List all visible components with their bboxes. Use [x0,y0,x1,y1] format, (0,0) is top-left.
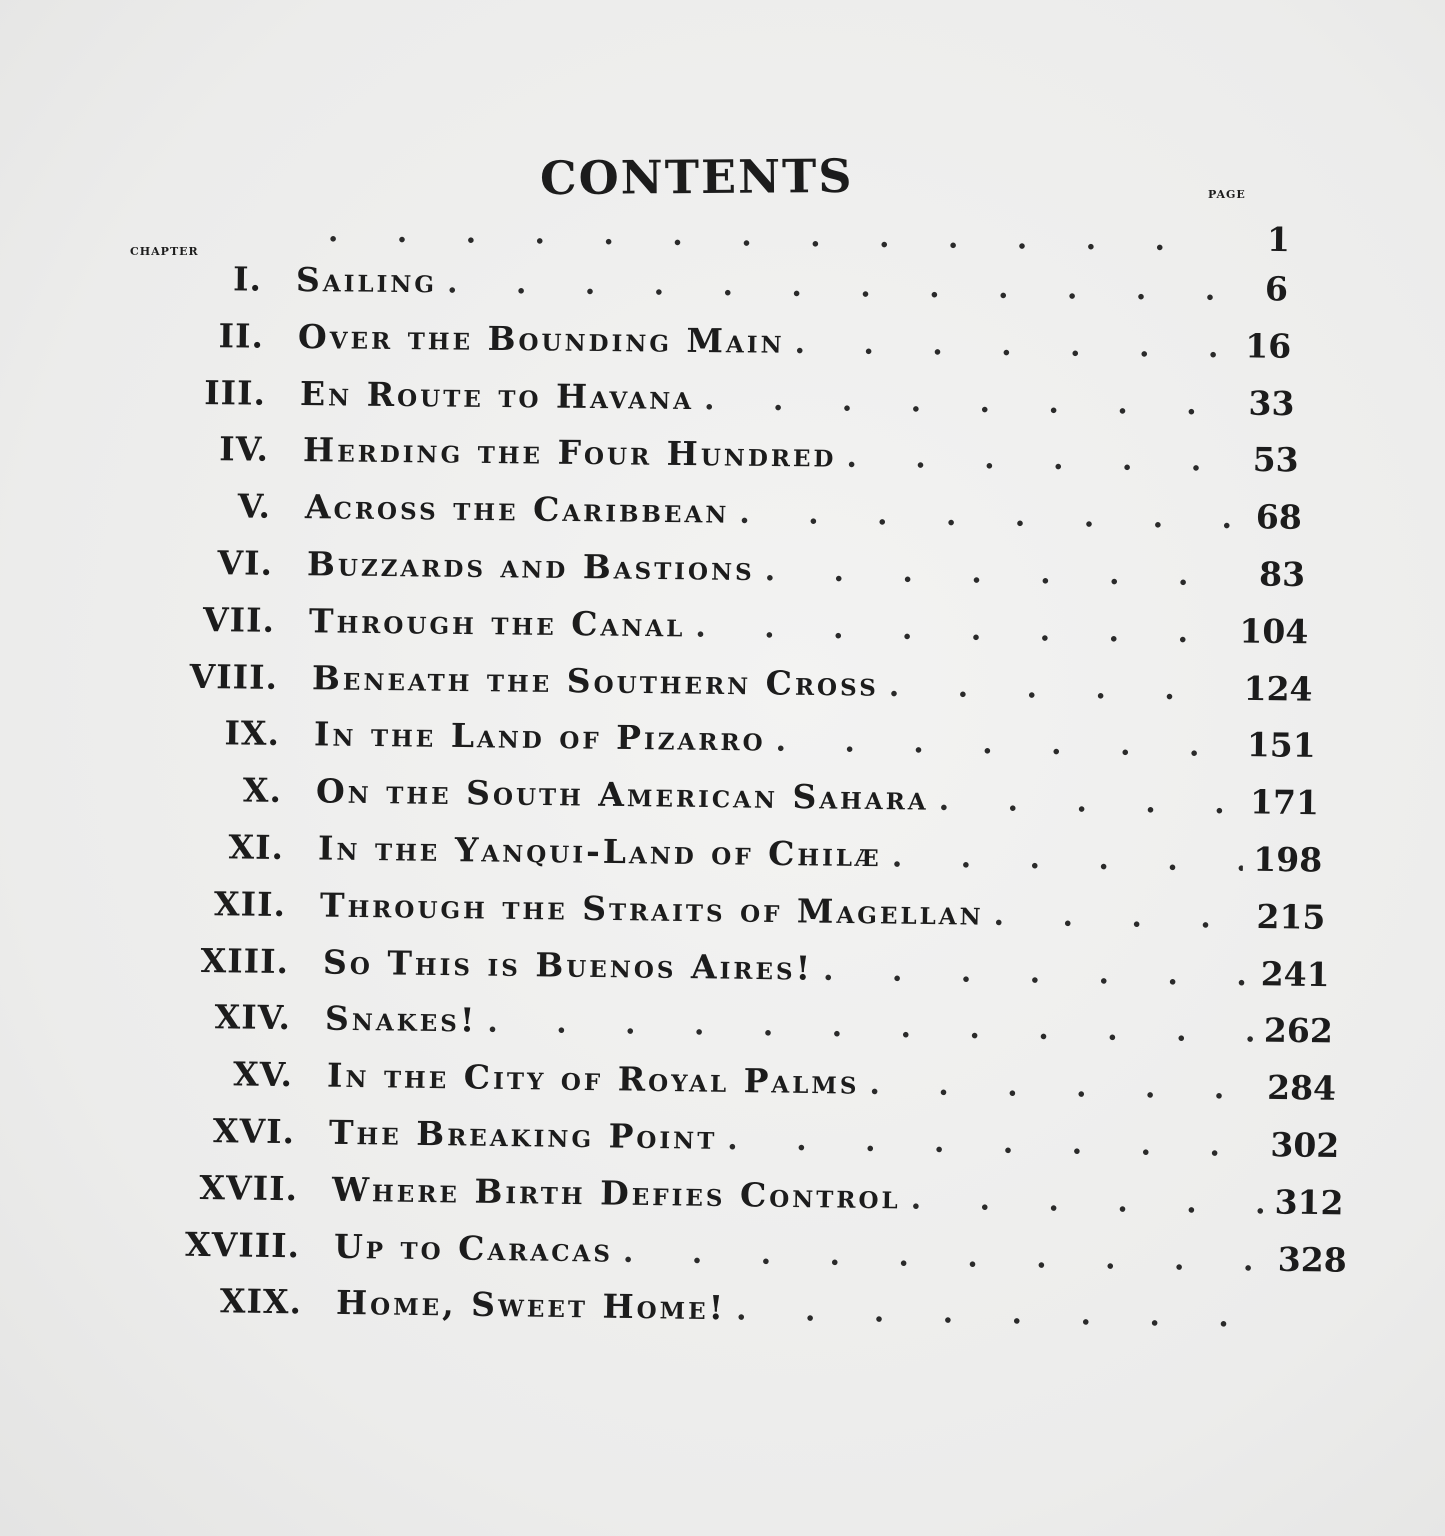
chapter-number: XI. [228,827,285,868]
toc-row [132,1280,1351,1343]
chapter-page-number: 104 [1239,611,1309,652]
chapter-number: V. [237,486,272,526]
toc-row [114,826,1323,887]
chapter-number: VIII. [188,656,278,697]
dot-leader [823,952,1251,992]
toc-row [129,1224,1346,1287]
chapter-page-number: 124 [1242,668,1313,709]
toc-row [125,1110,1340,1172]
chapter-number: XIII. [200,940,289,981]
chapter-page-number: 33 [1248,383,1296,423]
toc-row [112,769,1319,829]
chapter-title: Up to Caracas [333,1226,614,1270]
toc-row [101,485,1302,544]
chapter-page-number: 6 [1264,269,1289,309]
toc-row [92,258,1288,315]
chapter-number: X. [242,770,283,811]
chapter-number: XIV. [214,997,292,1038]
chapter-title: Buzzards and Bastions [306,544,756,589]
dot-leader [775,724,1237,764]
chapter-title: Sailing [295,259,438,301]
chapter-number: VII. [203,599,276,640]
chapter-number: XVI. [212,1111,296,1152]
chapter-page-number: 198 [1253,839,1323,880]
front-page-number: 1 [1266,219,1291,260]
chapter-page-number: 302 [1270,1125,1340,1166]
chapter-title: In the City of Royal Palms [326,1055,860,1102]
toc-row [98,428,1298,486]
toc-row [103,542,1306,601]
chapter-page-number: 262 [1263,1010,1333,1051]
dot-leader [910,1181,1264,1221]
chapter-page-number: 171 [1249,782,1320,823]
chapter-column-label: CHAPTER [130,245,199,258]
chapter-page-number: 53 [1252,440,1299,480]
chapter-number: XVIII. [184,1224,301,1265]
chapter-page-number: 83 [1259,554,1306,594]
dot-leader [888,668,1233,707]
chapter-page-number: 328 [1277,1239,1347,1280]
chapter-title: The Breaking Point [329,1112,718,1157]
toc-row [118,940,1329,1001]
dot-leader [869,1067,1257,1107]
chapter-title: Beneath the Southern Cross [311,657,879,704]
dot-leader [487,1005,1254,1050]
chapter-page-number [1290,1328,1350,1329]
dot-leader [447,265,1218,307]
chapter-page-number: 241 [1260,953,1330,994]
chapter-number: I. [232,259,263,299]
dot-leader [765,553,1236,593]
toc-row [116,883,1326,944]
page-column-label: PAGE [1208,188,1246,201]
dot-leader [846,440,1229,479]
chapter-title: En Route to Havana [300,373,695,417]
chapter-title: In the Land of Pizarro [313,714,766,759]
toc-row [107,656,1312,716]
chapter-number: XV. [232,1054,294,1095]
chapter-number: II. [218,316,265,356]
dot-leader [704,382,1225,422]
chapter-title: In the Yanqui-Land of Chilæ [318,828,883,875]
chapter-title: Snakes! [324,998,478,1040]
dot-leader [938,783,1240,822]
chapter-number: XIX. [219,1281,303,1322]
chapter-page-number: 151 [1246,725,1316,766]
chapter-number: XII. [214,884,287,924]
toc-row [123,1053,1337,1115]
dot-leader [739,496,1232,536]
chapter-page-number: 284 [1267,1068,1337,1108]
chapter-title: On the South American Sahara [315,771,929,818]
chapter-title: Across the Caribbean [304,487,730,531]
chapter-number: III. [204,372,267,413]
chapter-title: Through the Straits of Magellan [320,885,985,933]
toc-row [94,315,1292,373]
toc-row [96,372,1295,430]
dot-leader [994,898,1247,936]
dot-leader [727,1122,1261,1164]
chapter-number: IV. [218,429,269,470]
chapter-number: IX. [224,713,281,754]
dot-leader [695,609,1229,650]
chapter-title: Where Birth Defies Control [331,1169,901,1217]
chapter-page-number: 312 [1273,1182,1344,1223]
toc-row [121,996,1333,1057]
dot-leader [892,839,1244,878]
toc-row [105,599,1309,658]
toc-row [110,712,1316,772]
dot-leader [795,326,1222,365]
chapter-number: XVII. [198,1167,298,1209]
chapter-title: So This is Buenos Aires! [322,942,813,988]
chapter-page-number: 68 [1255,497,1302,537]
dot-leader [736,1293,1280,1336]
chapter-title: Over the Bounding Main [298,316,786,361]
chapter-page-number: 215 [1256,896,1327,937]
chapter-number: VI. [217,543,274,583]
chapter-title: Through the Canal [309,601,686,645]
page-title: CONTENTS [539,148,854,206]
dot-leader [623,1234,1268,1278]
toc-row [127,1167,1343,1229]
chapter-title: Herding the Four Hundred [302,430,837,476]
chapter-page-number: 16 [1245,326,1292,366]
chapter-title: Home, Sweet Home! [335,1283,727,1328]
